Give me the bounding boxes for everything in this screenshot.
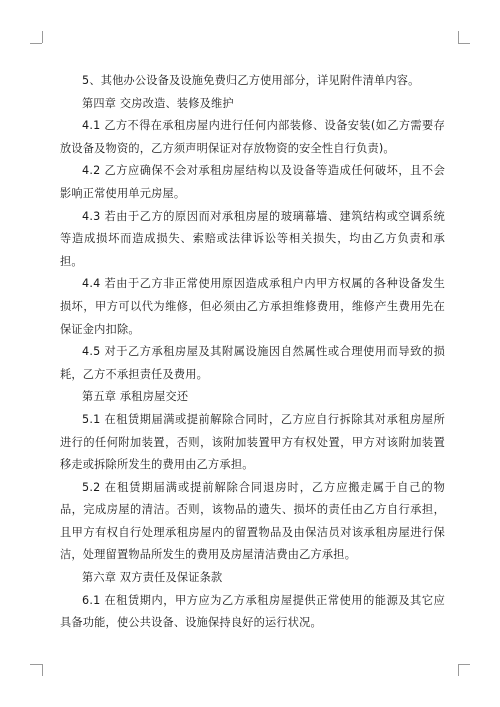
paragraph: 5.1 在租赁期届满或提前解除合同时，乙方应自行拆除其对承租房屋所进行的任何附加装置，否则，该附加装置甲方有权处置，甲方对该附加装置移走或拆除所发生的费用由乙方承担。 <box>60 412 445 472</box>
crop-mark <box>42 31 43 43</box>
chapter-heading: 第六章 双方责任及保证条款 <box>82 571 223 585</box>
crop-mark <box>30 664 42 665</box>
crop-mark <box>458 664 459 676</box>
paragraph: 5、其他办公设备及设施免费归乙方使用部分，详见附件清单内容。 <box>82 74 420 87</box>
paragraph: 5.2 在租赁期届满或提前解除合同退房时，乙方应搬走属于自己的物品，完成房屋的清洁。否则，该物品的遗失、损坏的责任由乙方自行承担，且甲方有权自行处理承租房屋内的留置物品及由保洁员对该承租房屋进行保洁，处理留置物品所发生的费用及房屋清洁费由乙方承担。 <box>60 480 445 562</box>
paragraph: 4.2 乙方应确保不会对承租房屋结构以及设备等造成任何破坏，且不会影响正常使用单元房屋。 <box>60 164 445 200</box>
chapter-heading: 第五章 承租房屋交还 <box>82 390 189 404</box>
crop-mark <box>42 664 43 676</box>
crop-mark <box>458 43 470 44</box>
chapter-heading: 第四章 交房改造、装修及维护 <box>82 96 234 110</box>
paragraph: 4.5 对于乙方承租房屋及其附属设施因自然属性或合理使用而导致的损耗，乙方不承担责任及费用。 <box>60 345 445 381</box>
paragraph: 6.1 在租赁期内，甲方应为乙方承租房屋提供正常使用的能源及其它应具备功能，使公共设备、设施保持良好的运行状况。 <box>60 593 445 630</box>
paragraph: 4.3 若由于乙方的原因而对承租房屋的玻璃幕墙、建筑结构或空调系统等造成损坏而造成损失、索赔或法律诉讼等相关损失，均由乙方负责和承担。 <box>60 209 445 268</box>
crop-mark <box>30 43 42 44</box>
document-body <box>60 70 445 635</box>
paragraph: 4.4 若由于乙方非正常使用原因造成承租户内甲方权属的各种设备发生损坏，甲方可以代为维修，但必须由乙方承担维修费用，维修产生费用先在保证金内扣除。 <box>60 277 445 336</box>
crop-mark <box>458 31 459 43</box>
paragraph: 4.1 乙方不得在承租房屋内进行任何内部装修、设备安装(如乙方需要存放设备及物资的，乙方须声明保证对存放物资的安全性自行负责)。 <box>60 119 445 155</box>
crop-mark <box>458 664 470 665</box>
